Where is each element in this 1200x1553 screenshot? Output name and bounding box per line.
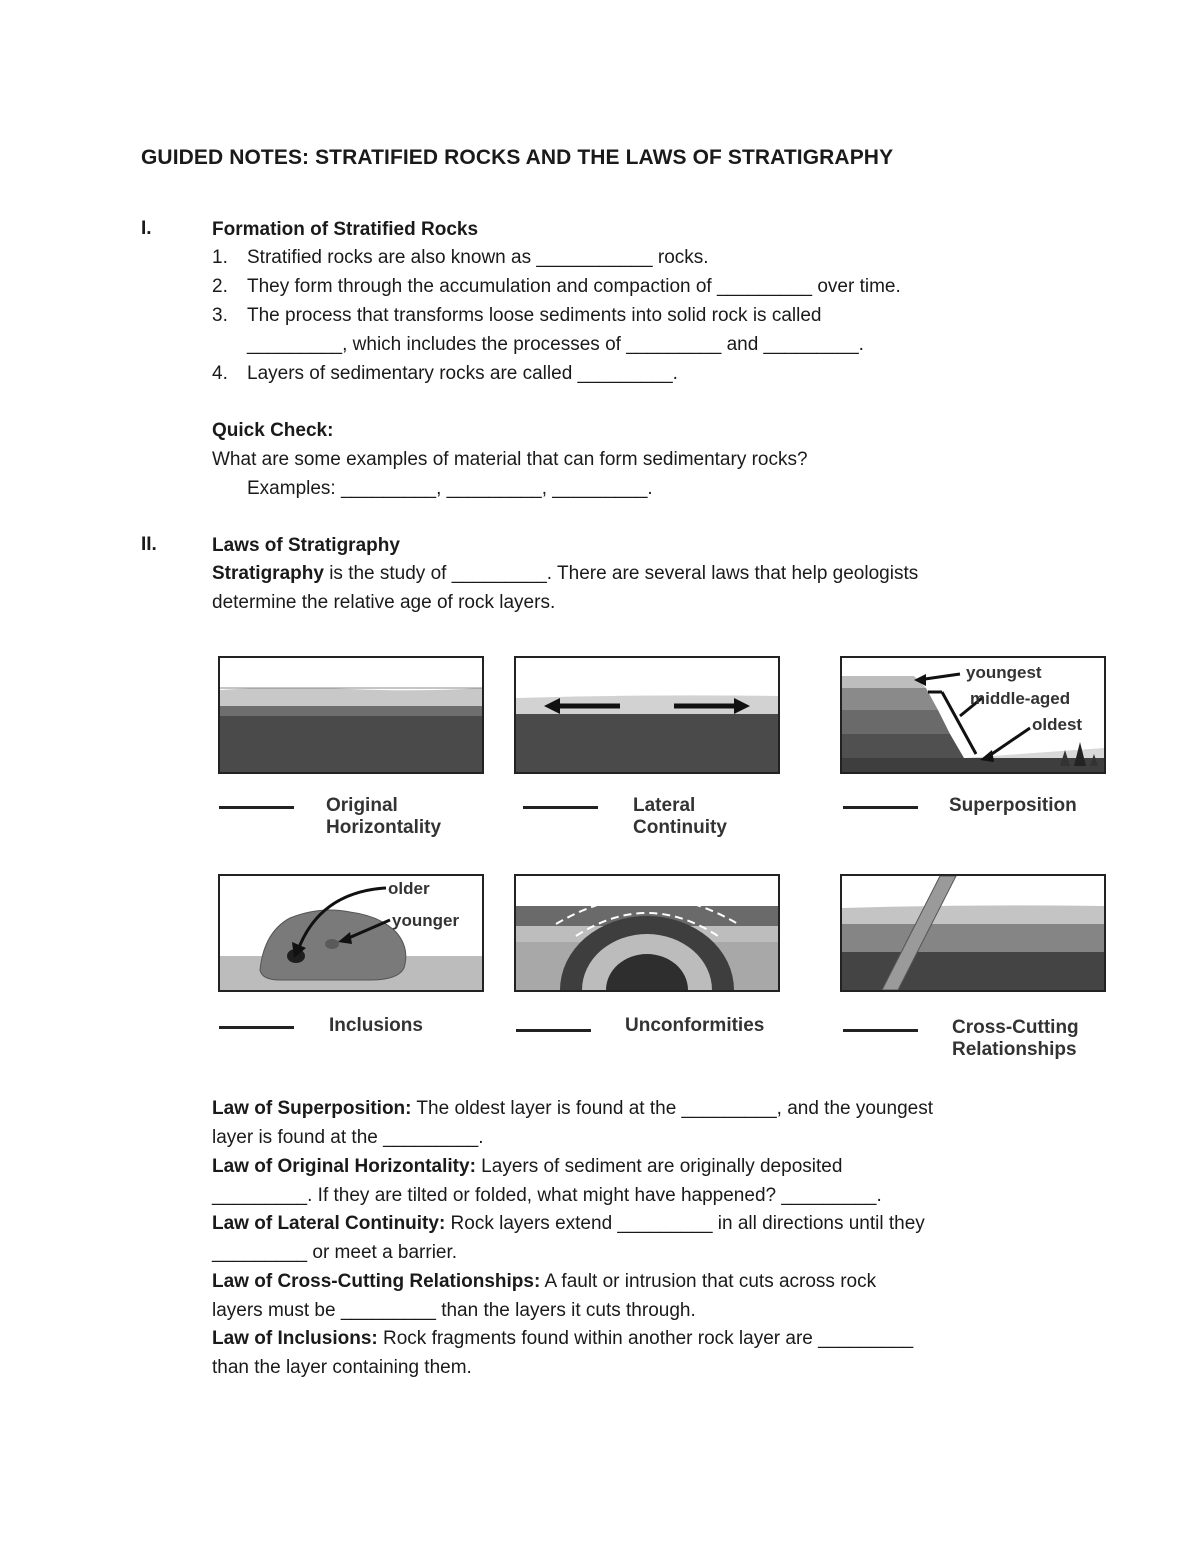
- original-horizontality-diagram: [218, 656, 484, 774]
- list-item-continuation: _________, which includes the processes of _________ and _________.: [247, 334, 864, 355]
- law-superposition: Law of Superposition: The oldest layer is found at the _________, and the youngest: [212, 1098, 933, 1119]
- list-item: 2. They form through the accumulation and compaction of _________ over time.: [212, 276, 901, 297]
- law-superposition-line2: layer is found at the _________.: [212, 1127, 484, 1148]
- law-cross-cutting: Law of Cross-Cutting Relationships: A fault or intrusion that cuts across rock: [212, 1271, 877, 1292]
- lateral-continuity-diagram: [514, 656, 780, 774]
- older-annotation: older: [388, 879, 430, 898]
- answer-blank: [843, 1029, 918, 1032]
- inclusions-label: Inclusions: [329, 1015, 423, 1036]
- law-original-horizontality: Law of Original Horizontality: Layers of sediment are originally deposited: [212, 1156, 843, 1177]
- list-item: 4. Layers of sedimentary rocks are called _________.: [212, 363, 678, 384]
- stratigraphy-definition-line2: determine the relative age of rock layers.: [212, 592, 556, 613]
- superposition-diagram: [840, 656, 1106, 774]
- original-horizontality-label: Original Horizontality: [326, 795, 442, 838]
- section-1-heading: Formation of Stratified Rocks: [212, 219, 479, 240]
- section-2-heading: Laws of Stratigraphy: [212, 535, 400, 556]
- law-inclusions: Law of Inclusions: Rock fragments found within another rock layer are _________: [212, 1328, 914, 1349]
- answer-blank: [219, 1026, 294, 1029]
- quick-check-examples: Examples: _________, _________, _________.: [247, 478, 653, 499]
- youngest-annotation: youngest: [966, 663, 1042, 682]
- section-2-numeral: II.: [141, 534, 157, 555]
- superposition-label: Superposition: [949, 795, 1077, 816]
- answer-blank: [523, 806, 598, 809]
- law-cross-cutting-line2: layers must be _________ than the layers it cuts through.: [212, 1300, 696, 1321]
- stratigraphy-definition: Stratigraphy is the study of _________. There are several laws that help geologists: [212, 563, 919, 584]
- list-item: 1. Stratified rocks are also known as ___________ rocks.: [212, 247, 709, 268]
- law-original-horizontality-line2: _________. If they are tilted or folded, what might have happened? _________.: [212, 1185, 882, 1206]
- unconformities-label: Unconformities: [625, 1015, 765, 1036]
- law-lateral-continuity: Law of Lateral Continuity: Rock layers extend _________ in all directions until they: [212, 1213, 925, 1234]
- cross-cutting-diagram: [840, 874, 1106, 992]
- law-inclusions-line2: than the layer containing them.: [212, 1357, 472, 1378]
- section-1-numeral: I.: [141, 218, 152, 239]
- inclusions-diagram: [218, 874, 484, 992]
- unconformities-diagram: [514, 874, 780, 992]
- answer-blank: [219, 806, 294, 809]
- answer-blank: [843, 806, 918, 809]
- quick-check-question: What are some examples of material that can form sedimentary rocks?: [212, 449, 808, 470]
- law-lateral-continuity-line2: _________ or meet a barrier.: [212, 1242, 458, 1263]
- list-item: 3. The process that transforms loose sediments into solid rock is called: [212, 305, 822, 326]
- younger-annotation: younger: [392, 911, 460, 930]
- quick-check-heading: Quick Check:: [212, 420, 334, 441]
- page-title: GUIDED NOTES: STRATIFIED ROCKS AND THE LAWS OF STRATIGRAPHY: [141, 146, 894, 169]
- middle-aged-annotation: middle-aged: [970, 689, 1071, 708]
- oldest-annotation: oldest: [1032, 715, 1083, 734]
- cross-cutting-label: Cross-Cutting Relationships: [952, 1017, 1079, 1060]
- answer-blank: [516, 1029, 591, 1032]
- lateral-continuity-label: Lateral Continuity: [633, 795, 727, 838]
